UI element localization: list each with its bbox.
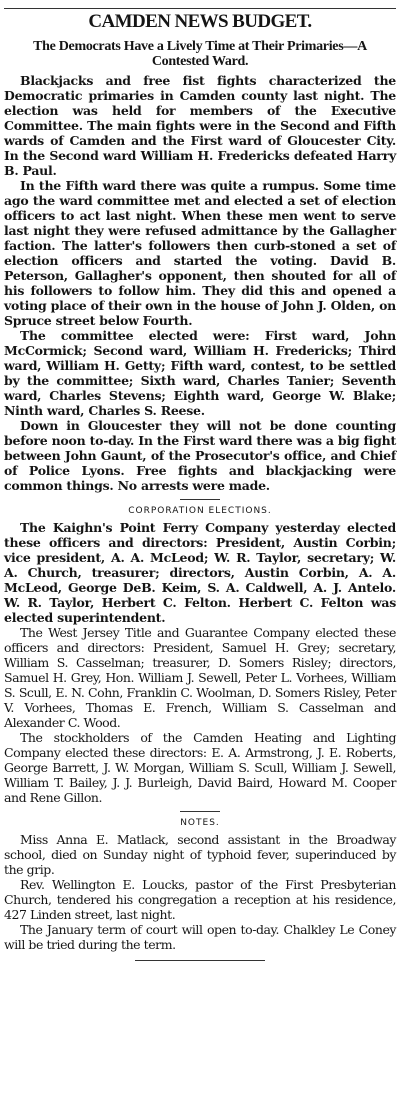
notes-paragraph: The January term of court will open to-day. Chalkley Le Coney will be tried during the term. [4,922,396,952]
corporation-paragraph: The West Jersey Title and Guarantee Company elected these officers and directors: President, Samuel H. Grey; secretary, William S. Casselman; treasurer, D. Somers Risley; directors, Samuel H. Grey, Hon. William J. Sewell, Peter L. Vorhees, William S. Scull, E. N. Cohn, Franklin C. Woolman, D. Somers Risley, Peter V. Vorhees, Thomas E. French, William S. Casselman and Alexander C. Wood. [4,625,396,730]
article-paragraph: In the Fifth ward there was quite a rumpus. Some time ago the ward committee met and elected a set of election officers to act last night. When these men went to serve last night they were refused admittance by the Gallagher faction. The latter's followers then curb-stoned a set of election officers and started the voting. David B. Peterson, Gallagher's opponent, then shouted for all of his followers to follow him. They did this and opened a voting place of their own in the house of John J. Olden, on Spruce street below Fourth. [4,178,396,328]
corporation-paragraph: The stockholders of the Camden Heating and Lighting Company elected these directors: E. A. Armstrong, J. E. Roberts, George Barrett, J. W. Morgan, William S. Scull, William J. Sewell, William T. Bailey, J. J. Burleigh, David Baird, Howard M. Cooper and Rene Gillon. [4,730,396,805]
section-divider [180,499,220,500]
page-title: CAMDEN NEWS BUDGET. [88,11,312,32]
corporation-paragraph: The Kaighn's Point Ferry Company yesterday elected these officers and directors: President, Austin Corbin; vice president, A. A. McLeod; W. R. Taylor, secretary; W. A. Church, treasurer; directors, Austin Corbin, A. A. McLeod, George DeB. Keim, S. A. Caldwell, A. J. Antelo. W. R. Taylor, Herbert C. Felton. Herbert C. Felton was elected superintendent. [4,520,396,625]
article-paragraph: Down in Gloucester they will not be done counting before noon to-day. In the First ward there was a big fight between John Gaunt, of the Prosecutor's office, and Chief of Police Lyons. Free fights and blackjacking were common things. No arrests were made. [4,418,396,493]
notes-paragraph: Miss Anna E. Matlack, second assistant in the Broadway school, died on Sunday night of typhoid fever, superinduced by the grip. [4,832,396,877]
article-paragraph: Blackjacks and free fist fights characterized the Democratic primaries in Camden county last night. The election was held for members of the Executive Committee. The main fights were in the Second and Fifth wards of Camden and the First ward of Gloucester City. In the Second ward William H. Fredericks defeated Harry B. Paul. [4,73,396,178]
article-paragraph: The committee elected were: First ward, John McCormick; Second ward, William H. Fredericks; Third ward, William H. Getty; Fifth ward, contest, to be settled by the committee; Sixth ward, Charles Tanier; Seventh ward, Charles Stevens; Eighth ward, George W. Blake; Ninth ward, Charles S. Reese. [4,328,396,418]
section-heading-notes: NOTES. [180,818,220,828]
bottom-rule [135,960,265,961]
article-headline: The Democrats Have a Lively Time at Their Primaries—A Contested Ward. [33,39,367,69]
section-divider [180,811,220,812]
top-rule [4,8,396,9]
section-heading-corporation: CORPORATION ELECTIONS. [128,506,272,516]
notes-paragraph: Rev. Wellington E. Loucks, pastor of the First Presbyterian Church, tendered his congregation a reception at his residence, 427 Linden street, last night. [4,877,396,922]
